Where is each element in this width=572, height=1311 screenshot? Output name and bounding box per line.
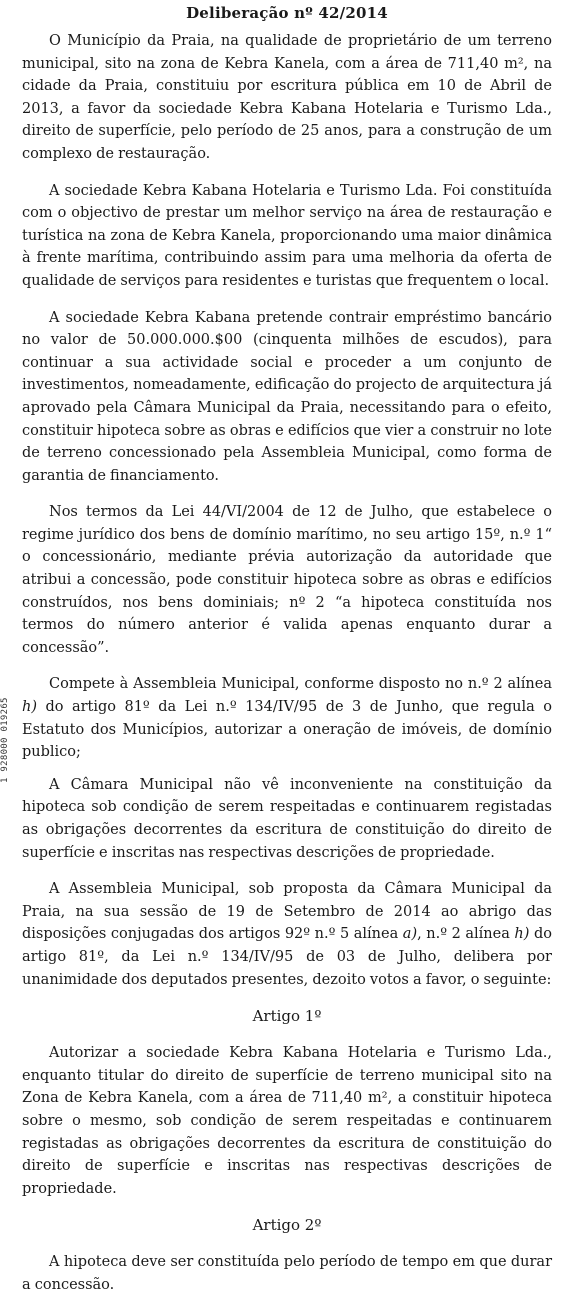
paragraph-7-italic-b: h): [514, 926, 530, 943]
article-2-heading: Artigo 2º: [252, 1216, 322, 1235]
paragraph-4: Nos termos da Lei 44/VI/2004 de 12 de Julho, que estabelece o regime jurídico dos bens de domínio marítimo, no seu artigo 15º, n.º 1“ o concessionário, mediante prévia autorização da autoridade que atribui a concessão, pode constituir hipoteca sobre as obras e edifícios construídos, nos bens dominiais; nº 2 “a hipoteca constituída nos termos do número anterior é valida apenas enquanto durar a concessão”.: [22, 504, 552, 656]
article-2-text: A hipoteca deve ser constituída pelo período de tempo em que durar a concessão.: [22, 1254, 552, 1293]
paragraph-5-text-b: do artigo 81º da Lei n.º 134/IV/95 de 3 de Junho, que regula o Estatuto dos Municípios, autorizar a oneração de imóveis, de domínio publico;: [22, 699, 552, 761]
paragraph-5: [22, 673, 552, 763]
paragraph-7-text-c: do artigo 81º, da Lei n.º 134/IV/95 de 03 de Julho, delibera por unanimidade dos deputados presentes, dezoito votos a favor, o seguinte:: [22, 926, 552, 988]
paragraph-3: A sociedade Kebra Kabana pretende contrair empréstimo bancário no valor de 50.000.000.$00 (cinquenta milhões de escudos), para continuar a sua actividade social e proceder a um conjunto de investimentos, nomeadamente, edificação do projecto de arquitectura já aprovado pela Câmara Municipal da Praia, necessitando para o efeito, constituir hipoteca sobre as obras e edifícios que vier a construir no lote de terreno concessionado pela Assembleia Municipal, como forma de garantia de financiamento.: [22, 309, 552, 484]
paragraph-1: O Município da Praia, na qualidade de proprietário de um terreno municipal, sito na zona de Kebra Kanela, com a área de 711,40 m², na cidade da Praia, constituiu por escritura pública em 10 de Abril de 2013, a favor da sociedade Kebra Kabana Hotelaria e Turismo Lda., direito de superfície, pelo período de 25 anos, para a construção de um complexo de restauração.: [22, 33, 552, 162]
paragraph-7-text-b: , n.º 2 alínea: [417, 926, 515, 943]
article-1-text: Autorizar a sociedade Kebra Kabana Hotelaria e Turismo Lda., enquanto titular do direito de superfície de terreno municipal sito na Zona de Kebra Kanela, com a área de 711,40 m², a constituir hipoteca sobre o mesmo, sob condição de serem respeitadas e continuarem registadas as obrigações decorrentes da escritura de constituição do direito de superfície e inscritas nas respectivas descrições de propriedade.: [22, 1045, 552, 1197]
page-title: Deliberação nº 42/2014: [186, 4, 388, 22]
paragraph-5-italic-a: h): [22, 699, 37, 716]
paragraph-5-text-a: Compete à Assembleia Municipal, conforme disposto no n.º 2 alínea: [49, 676, 552, 693]
paragraph-2: A sociedade Kebra Kabana Hotelaria e Turismo Lda. Foi constituída com o objectivo de prestar um melhor serviço na área de restauração e turística na zona de Kebra Kanela, proporcionando uma maior dinâmica à frente marítima, contribuindo assim para uma melhoria da oferta de qualidade de serviços para residentes e turistas que frequentem o local.: [22, 182, 552, 289]
side-barcode-number: 1 928000 019265: [0, 697, 10, 783]
article-1-heading: Artigo 1º: [252, 1007, 322, 1026]
paragraph-7: [22, 878, 552, 991]
paragraph-7-text-a: A Assembleia Municipal, sob proposta da Câmara Municipal da Praia, na sua sessão de 19 de Setembro de 2014 ao abrigo das disposições conjugadas dos artigos 92º n.º 5 alínea: [22, 881, 552, 943]
paragraph-7-italic-a: a): [402, 926, 418, 943]
paragraph-6: A Câmara Municipal não vê inconveniente na constituição da hipoteca sob condição de serem respeitadas e continuarem registadas as obrigações decorrentes da escritura de constituição do direito de superfície e inscritas nas respectivas descrições de propriedade.: [22, 776, 552, 861]
document-page: [22, 0, 552, 1311]
